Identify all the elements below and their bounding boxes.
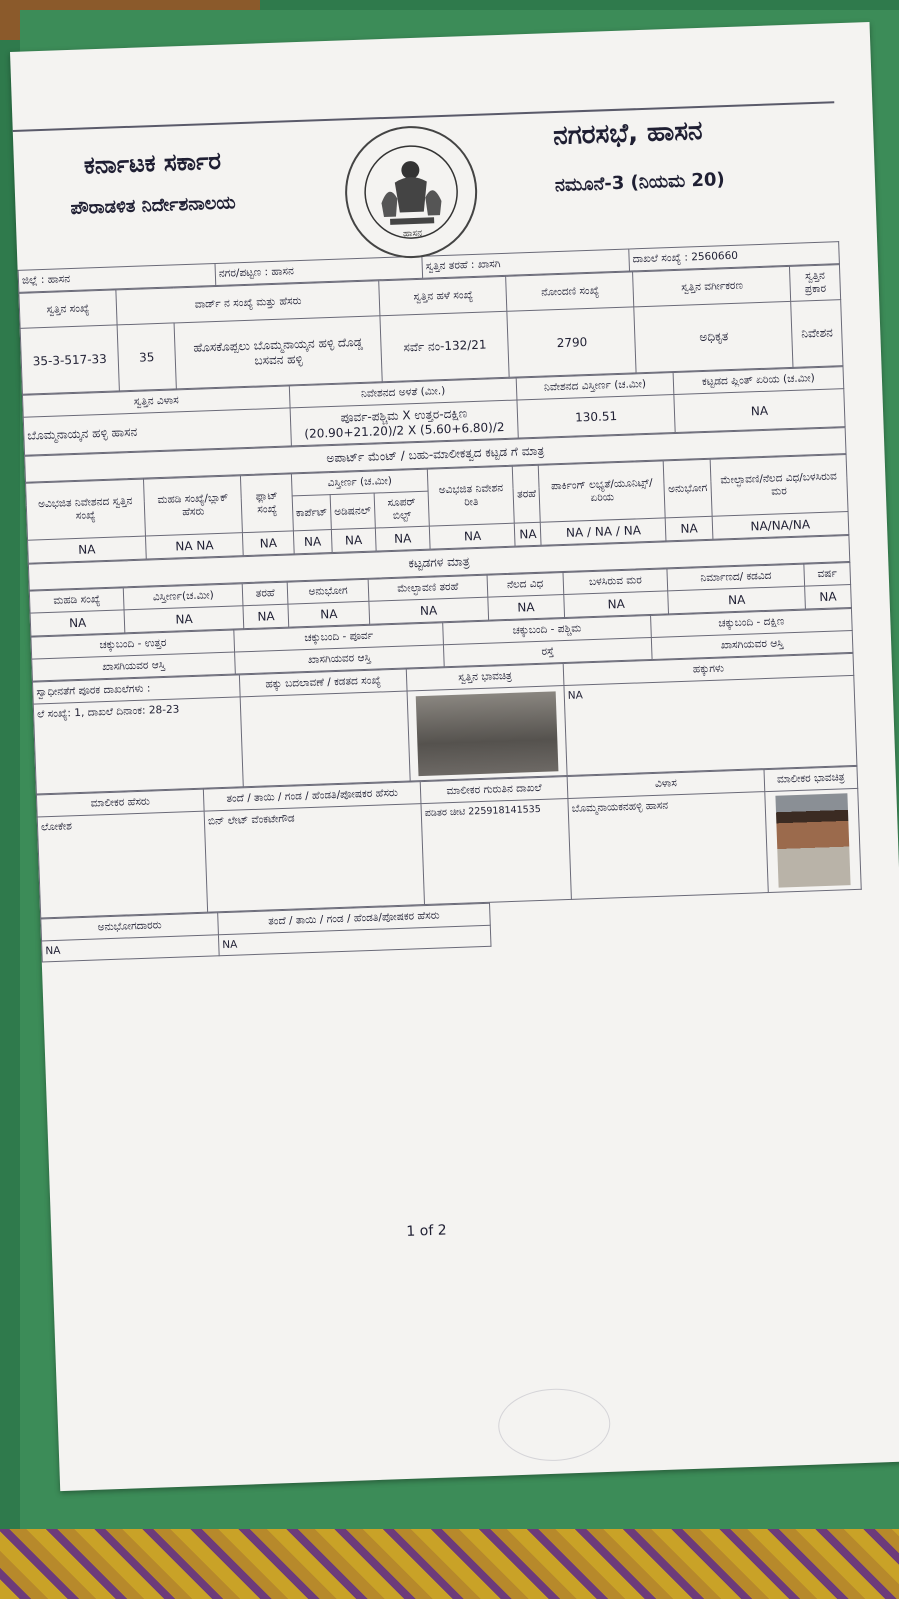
ward-no: 35	[117, 323, 176, 391]
ward-name: ಹೊಸಕೊಪ್ಪಲು ಬೊಮ್ಮನಾಯ್ಕನ ಹಳ್ಳಿ ದೊಡ್ಡ ಬಸವನ ಹಳ್ಳಿ	[174, 316, 383, 389]
document-page	[10, 22, 899, 1491]
apt-value-7: NA	[515, 522, 542, 546]
property-photo	[416, 691, 559, 776]
apt-value-6: NA	[430, 523, 516, 549]
record-number: ದಾಖಲೆ ಸಂಖ್ಯೆ : 2560660	[629, 242, 840, 271]
apt-label-4: ಅಡಿಷನಲ್	[330, 493, 375, 530]
rights-value: NA	[564, 675, 857, 775]
boundary-east: ಖಾಸಗಿಯವರ ಆಸ್ತಿ	[235, 645, 444, 674]
bld-value-5: NA	[488, 595, 565, 621]
boundary-label-west: ಚಕ್ಕುಬಂದಿ - ಪಶ್ಚಿಮ	[442, 615, 651, 644]
bld-value-2: NA	[243, 604, 289, 629]
old-no: ಸರ್ವೆ ನಂ-132/21	[380, 311, 509, 381]
boundary-label-south: ಚಕ್ಕುಬಂದಿ - ದಕ್ಷಿಣ	[651, 608, 853, 637]
dimensions-line-2: (20.90+21.20)/2 X (5.60+6.80)/2	[304, 419, 505, 441]
emblem-icon	[359, 140, 462, 243]
apt-value-8: NA / NA / NA	[541, 518, 667, 545]
label-property-photo: ಸ್ವತ್ತಿನ ಭಾವಚಿತ್ರ	[406, 664, 564, 691]
label-old-no: ಸ್ವತ್ತಿನ ಹಳೆ ಸಂಖ್ಯೆ	[379, 276, 507, 315]
bld-value-8: NA	[805, 584, 852, 609]
label-occupant-relative: ತಂದೆ / ತಾಯಿ / ಗಂಡ / ಹೆಂಡತಿ/ಪೋಷಕರ ಹೆಸರು	[218, 903, 491, 934]
plinth-area: NA	[674, 389, 845, 433]
supporting-doc-entry: ಲೆ ಸಂಖ್ಯೆ: 1, ದಾಖಲೆ ದಿನಾಂಕ: 28-23	[33, 697, 243, 794]
classification: ಅಧಿಕೃತ	[634, 301, 793, 372]
occupant-value: NA	[42, 935, 220, 962]
bld-label-6: ಬಳಸಿರುವ ಮರ	[563, 569, 668, 595]
owner-photo	[775, 793, 850, 887]
owner-relative: ಬಿನ್ ಲೇಟ್ ವೆಂಕಟೇಗೌಡ	[204, 804, 424, 913]
site-area: 130.51	[517, 395, 675, 438]
apt-value-4: NA	[331, 528, 375, 553]
apt-value-9: NA	[666, 516, 713, 541]
bld-value-6: NA	[563, 591, 668, 618]
bld-value-0: NA	[30, 610, 125, 636]
bld-label-4: ಮೇಲ್ಛಾವಣಿ ತರಹೆ	[368, 575, 488, 601]
bld-label-5: ನೆಲದ ವಿಧ	[487, 573, 564, 598]
bld-value-1: NA	[124, 606, 243, 633]
apt-label-1: ಮಹಡಿ ಸಂಖ್ಯೆ/ಬ್ಲಾಕ್ ಹೆಸರು	[143, 476, 242, 536]
label-address: ಸ್ವತ್ತಿನ ವಿಳಾಸ	[22, 386, 290, 417]
apt-value-2: NA	[243, 531, 294, 556]
form-header	[13, 101, 839, 270]
apt-label-8: ಪಾರ್ಕಿಂಗ್ ಲಭ್ಯತೆ/ಯೂನಿಟ್ಸ್/ಏರಿಯ	[539, 461, 666, 522]
bld-value-4: NA	[369, 597, 489, 624]
district: ಜಿಲ್ಲೆ : ಹಾಸನ	[18, 263, 216, 292]
label-site-area: ನಿವೇಶನದ ವಿಸ್ತೀರ್ಣ (ಚ.ಮೀ)	[516, 373, 674, 400]
label-dimensions: ನಿವೇಶನದ ಅಳತೆ (ಮೀ.)	[289, 378, 517, 408]
owner-id: ಪಡಿತರ ಚೀಟಿ 225918141535	[421, 798, 571, 904]
apartment-section-title: ಅಪಾರ್ಟ್ ಮೆಂಟ್ / ಬಹು-ಮಾಲೀಕತ್ವದ ಕಟ್ಟಡ ಗೆ ಮಾತ್ರ	[24, 427, 846, 483]
apt-label-9: ಅನುಭೋಗ	[664, 459, 712, 518]
apt-value-5: NA	[375, 526, 430, 551]
emblem-seal	[343, 124, 480, 261]
dimensions-line-1: ಪೂರ್ವ-ಪಶ್ಚಿಮ X ಉತ್ತರ-ದಕ್ಷಿಣ	[340, 406, 468, 425]
owner-photo-cell	[765, 788, 861, 892]
owner-address: ಬೊಮ್ಮನಾಯಕನಹಳ್ಳಿ ಹಾಸನ	[568, 792, 768, 900]
bld-label-7: ನಿರ್ಮಾಣದ/ ಕಡವಿದ	[667, 564, 804, 591]
rights-change-empty	[240, 691, 410, 787]
bld-value-7: NA	[668, 586, 805, 614]
label-classification: ಸ್ವತ್ತಿನ ವರ್ಗೀಕರಣ	[633, 266, 791, 306]
boundary-label-north: ಚಕ್ಕುಬಂದಿ - ಉತ್ತರ	[31, 630, 235, 659]
occupant-relative-value: NA	[218, 925, 491, 955]
apt-label-5: ಸೂಪರ್ ಬಿಲ್ಟ್	[374, 491, 430, 528]
faint-stamp	[497, 1387, 611, 1463]
property-address: ಬೊಮ್ಮನಾಯ್ಕನ ಹಳ್ಳಿ ಹಾಸನ	[23, 408, 291, 455]
boundary-label-east: ಚಕ್ಕುಬಂದಿ - ಪೂರ್ವ	[234, 623, 443, 652]
label-rights-change: ಹಕ್ಕು ಬದಲಾವಣೆ / ಕಡತದ ಸಂಖ್ಯೆ	[239, 669, 407, 697]
apt-value-0: NA	[28, 536, 147, 563]
apt-label-2: ಫ್ಲಾಟ್ ಸಂಖ್ಯೆ	[241, 474, 293, 533]
apt-label-0: ಅವಿಭಜಿತ ನಿವೇಶನದ ಸ್ವತ್ತಿನ ಸಂಖ್ಯೆ	[26, 479, 146, 540]
reg-no: 2790	[507, 307, 636, 377]
building-section-title: ಕಟ್ಟಡಗಳ ಮಾತ್ರ	[28, 535, 850, 591]
patterned-cloth	[0, 1529, 899, 1599]
label-owner-address: ವಿಳಾಸ	[567, 770, 765, 799]
bld-value-3: NA	[288, 601, 369, 627]
apt-label-7: ತರಹೆ	[513, 465, 541, 523]
town: ನಗರ/ಪಟ್ಟಣ : ಹಾಸನ	[215, 256, 423, 285]
apt-label-3: ಕಾರ್ಪೆಟ್	[292, 495, 332, 531]
label-supporting-docs: ಸ್ವಾಧೀನತೆಗೆ ಪೂರಕ ದಾಖಲೆಗಳು :	[33, 675, 241, 704]
apt-area-group: ವಿಸ್ತೀರ್ಣ (ಚ.ಮೀ)	[291, 469, 428, 496]
label-owner-id: ಮಾಲೀಕರ ಗುರುತಿನ ದಾಖಲೆ	[420, 776, 568, 803]
label-owner-relative: ತಂದೆ / ತಾಯಿ / ಗಂಡ / ಹೆಂಡತಿ/ಪೋಷಕರ ಹೆಸರು	[203, 782, 421, 812]
boundary-south: ಖಾಸಗಿಯವರ ಆಸ್ತಿ	[651, 630, 853, 659]
bld-label-3: ಅನುಭೋಗ	[287, 579, 368, 604]
bld-label-8: ವರ್ಷ	[804, 563, 851, 587]
label-property-no: ಸ್ವತ್ತಿನ ಸಂಖ್ಯೆ	[19, 290, 117, 328]
apt-label-6: ಅವಿಭಜಿತ ನಿವೇಶನ ರೀತಿ	[428, 466, 515, 526]
label-owner-photo: ಮಾಲೀಕರ ಭಾವಚಿತ್ರ	[764, 766, 858, 791]
seal-caption: ಹಾಸನ	[402, 228, 423, 240]
label-plinth: ಕಟ್ಟಡದ ಪ್ಲಿಂತ್ ಏರಿಯ (ಚ.ಮೀ)	[673, 367, 844, 395]
faint-handwriting	[691, 74, 752, 107]
label-type: ಸ್ವತ್ತಿನ ಪ್ರಕಾರ	[790, 265, 841, 302]
apt-value-10: NA/NA/NA	[712, 512, 849, 540]
label-occupant: ಅನುಭೋಗದಾರರು	[41, 913, 219, 941]
form-sheet	[13, 101, 864, 962]
label-rights: ಹಕ್ಕುಗಳು	[563, 653, 854, 685]
gov-title: ಕರ್ನಾಟಕ ಸರ್ಕಾರ	[83, 146, 222, 180]
bld-label-0: ಮಹಡಿ ಸಂಖ್ಯೆ	[29, 588, 124, 613]
apt-label-10: ಮೇಲ್ಛಾವಣಿ/ನೆಲದ ವಿಧ/ಬಳಸಿರುವ ಮರ	[710, 455, 848, 517]
bld-label-1: ವಿಸ್ತೀರ್ಣ(ಚ.ಮೀ)	[124, 584, 243, 610]
form-label: ನಮೂನೆ-3 (ನಿಯಮ 20)	[554, 169, 726, 197]
boundary-north: ಖಾಸಗಿಯವರ ಆಸ್ತಿ	[32, 652, 236, 681]
owner-name: ಲೋಕೇಶ	[37, 811, 207, 918]
label-reg-no: ನೋಂದಣಿ ಸಂಖ್ಯೆ	[506, 272, 634, 311]
department-title: ಪೌರಾಡಳಿತ ನಿರ್ದೇಶನಾಲಯ	[70, 192, 236, 219]
property-photo-cell	[407, 686, 567, 781]
property-kind: ಸ್ವತ್ತಿನ ತರಹೆ : ಖಾಸಗಿ	[422, 249, 630, 278]
property-no: 35-3-517-33	[20, 325, 119, 394]
boundary-west: ರಸ್ತೆ	[443, 637, 652, 666]
bld-label-2: ತರಹೆ	[242, 582, 288, 606]
page-number: 1 of 2	[406, 1222, 447, 1240]
label-ward: ವಾರ್ಡ್ ನ ಸಂಖ್ಯೆ ಮತ್ತು ಹೆಸರು	[116, 281, 381, 325]
property-type: ನಿವೇಶನ	[791, 300, 843, 368]
city-council-title: ನಗರಸಭೆ, ಹಾಸನ	[552, 115, 703, 152]
apt-value-3: NA	[293, 530, 332, 554]
apt-value-1: NA NA	[145, 533, 243, 559]
label-owner-name: ಮಾಲೀಕರ ಹೆಸರು	[36, 789, 204, 817]
